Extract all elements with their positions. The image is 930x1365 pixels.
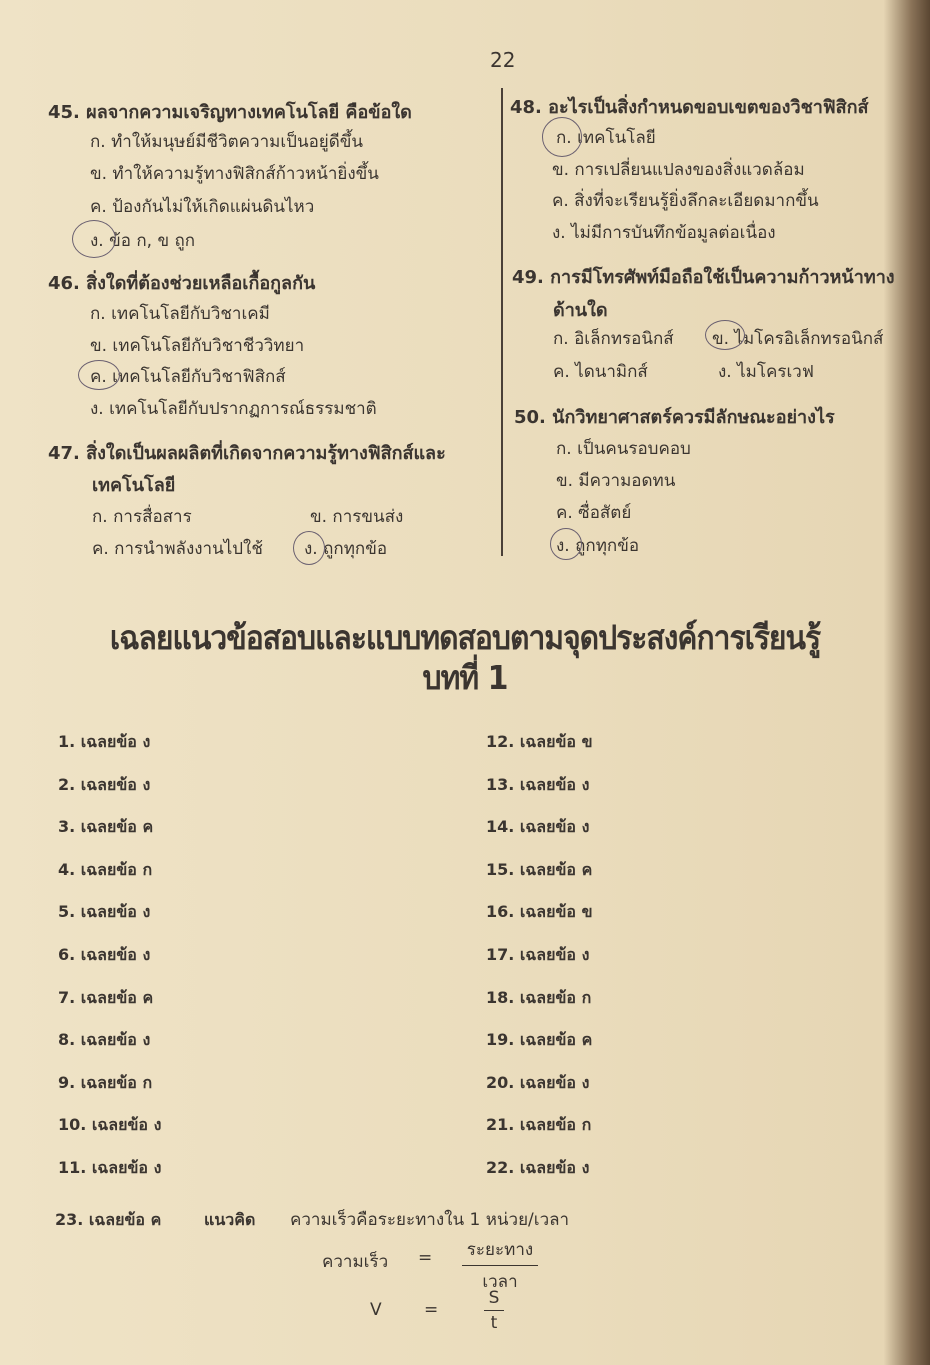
option: ข. ไมโครอิเล็กทรอนิกส์ [712, 329, 884, 349]
answer-key-item: 19. เฉลยข้อ ค [486, 1030, 593, 1050]
answer-key-item: 6. เฉลยข้อ ง [58, 945, 151, 964]
formula2-fraction [484, 1288, 504, 1333]
option: ง. ถูกทุกข้อ [304, 539, 388, 559]
answer-23-label: 23. เฉลยข้อ ค [55, 1210, 162, 1229]
answer-circle-mark [78, 360, 120, 390]
answer-key-item: 22. เฉลยข้อ ง [486, 1158, 590, 1177]
answer-key-item: 21. เฉลยข้อ ก [486, 1115, 592, 1135]
option: ข. ทำให้ความรู้ทางฟิสิกส์ก้าวหน้ายิ่งขึ้น [90, 164, 379, 184]
page-number: 22 [490, 48, 516, 72]
answer-key-item: 9. เฉลยข้อ ก [58, 1072, 153, 1092]
column-divider [501, 88, 503, 556]
option: ข. การขนส่ง [310, 507, 404, 527]
option: ค. ซื่อสัตย์ [556, 503, 632, 523]
formula1-denominator: เวลา [482, 1272, 518, 1292]
answer-circle-mark [72, 220, 116, 258]
section-subtitle: บทที่ 1 [422, 659, 508, 698]
answer-circle-mark [293, 531, 325, 565]
option: ก. ทำให้มนุษย์มีชีวิตความเป็นอยู่ดีขึ้น [90, 132, 364, 152]
option: ค. เทคโนโลยีกับวิชาฟิสิกส์ [90, 367, 286, 387]
answer-23-method: แนวคิด [204, 1210, 256, 1229]
option: ก. เป็นคนรอบคอบ [556, 439, 691, 459]
option: ง. ข้อ ก, ข ถูก [90, 231, 196, 251]
option: ง. เทคโนโลยีกับปรากฏการณ์ธรรมชาติ [90, 399, 377, 419]
option: ข. เทคโนโลยีกับวิชาชีววิทยา [90, 336, 305, 356]
option: ก. อิเล็กทรอนิกส์ [553, 329, 674, 349]
option: ค. ป้องกันไม่ให้เกิดแผ่นดินไหว [90, 197, 315, 217]
answer-key-item: 10. เฉลยข้อ ง [58, 1115, 162, 1135]
option: ง. ไม่มีการบันทึกข้อมูลต่อเนื่อง [552, 223, 776, 243]
option: ง. ไมโครเวฟ [718, 362, 814, 382]
answer-key-item: 3. เฉลยข้อ ค [58, 817, 154, 837]
answer-key-item: 16. เฉลยข้อ ข [486, 902, 593, 922]
question-45: 45. ผลจากความเจริญทางเทคโนโลยี คือข้อใด [48, 102, 412, 123]
answer-key-item: 2. เฉลยข้อ ง [58, 774, 151, 794]
option: ก. การสื่อสาร [92, 507, 192, 527]
formula2-denominator: t [490, 1313, 498, 1333]
fraction-bar [462, 1265, 538, 1266]
question-48: 48. อะไรเป็นสิ่งกำหนดขอบเขตของวิชาฟิสิกส์ [510, 97, 869, 118]
answer-key-item: 4. เฉลยข้อ ก [58, 859, 153, 879]
formula2-lhs: V [370, 1300, 382, 1320]
option: ค. สิ่งที่จะเรียนรู้ยิ่งลึกละเอียดมากขึ้น [552, 191, 819, 211]
answer-circle-mark [705, 320, 745, 350]
answer-23-text: ความเร็วคือระยะทางใน 1 หน่วย/เวลา [290, 1210, 570, 1230]
formula1-lhs: ความเร็ว [322, 1252, 389, 1272]
option: ข. มีความอดทน [556, 471, 676, 491]
answer-key-item: 15. เฉลยข้อ ค [486, 859, 593, 879]
answer-key-item: 1. เฉลยข้อ ง [58, 732, 151, 751]
answer-key-item: 20. เฉลยข้อ ง [486, 1072, 590, 1092]
answer-circle-mark [542, 117, 582, 157]
question-50: 50. นักวิทยาศาสตร์ควรมีลักษณะอย่างไร [514, 407, 835, 428]
answer-key-item: 5. เฉลยข้อ ง [58, 902, 151, 922]
question-47: 47. สิ่งใดเป็นผลผลิตที่เกิดจากความรู้ทางฟิสิกส์และ [48, 443, 446, 464]
answer-circle-mark [550, 528, 582, 560]
option: ก. เทคโนโลยีกับวิชาเคมี [90, 304, 270, 324]
formula1-eq: = [418, 1248, 433, 1268]
formula1-fraction [462, 1236, 538, 1295]
answer-key-item: 13. เฉลยข้อ ง [486, 774, 590, 794]
answer-key-item: 18. เฉลยข้อ ก [486, 987, 592, 1007]
answer-key-item: 7. เฉลยข้อ ค [58, 987, 154, 1007]
option: ข. การเปลี่ยนแปลงของสิ่งแวดล้อม [552, 160, 805, 180]
option: ค. การนำพลังงานไปใช้ [92, 539, 263, 559]
answer-key-item: 17. เฉลยข้อ ง [486, 945, 590, 964]
formula2-eq: = [424, 1300, 439, 1320]
formula2-numerator: S [488, 1288, 500, 1308]
section-title: เฉลยแนวข้อสอบและแบบทดสอบตามจุดประสงค์การเรียนรู้ [109, 619, 821, 658]
answer-key-item: 11. เฉลยข้อ ง [58, 1158, 162, 1177]
question-46: 46. สิ่งใดที่ต้องช่วยเหลือเกื้อกูลกัน [48, 273, 316, 294]
question-49-line2: ด้านใด [553, 300, 608, 321]
option: ง. ถูกทุกข้อ [556, 536, 640, 556]
option: ค. ไดนามิกส์ [553, 362, 648, 382]
fraction-bar [484, 1310, 504, 1311]
answer-key-item: 8. เฉลยข้อ ง [58, 1030, 151, 1050]
question-49: 49. การมีโทรศัพท์มือถือใช้เป็นความก้าวหน้าทาง [512, 267, 895, 288]
question-47-line2: เทคโนโลยี [92, 475, 176, 496]
formula1-numerator: ระยะทาง [466, 1240, 534, 1260]
answer-key-item: 12. เฉลยข้อ ข [486, 732, 593, 751]
option: ก. เทคโนโลยี [556, 128, 656, 148]
answer-key-item: 14. เฉลยข้อ ง [486, 817, 590, 837]
